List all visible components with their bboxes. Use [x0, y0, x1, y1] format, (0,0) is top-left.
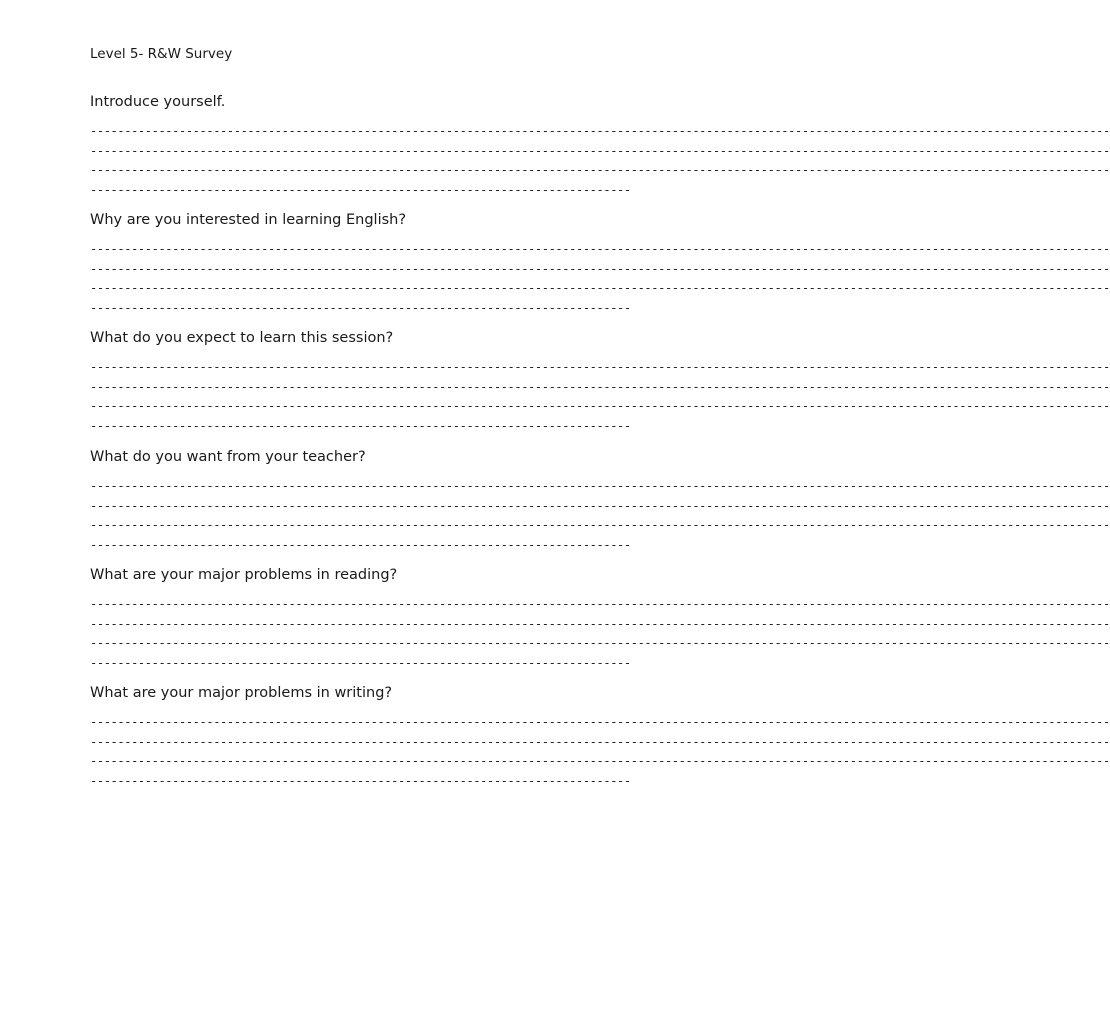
answer-lines [90, 358, 1110, 437]
answer-line: ----------------------------------------------------------------------------------------------------------------------------------------------------- [90, 281, 1110, 296]
answer-line: ------------------------------------------------------------------------------- [90, 538, 631, 553]
answer-line: ------------------------------------------------------------------------------- [90, 774, 631, 789]
question-text: What do you expect to learn this session? [90, 330, 394, 346]
answer-line: ------------------------------------------------------------------------------- [90, 301, 631, 316]
answer-line: ----------------------------------------------------------------------------------------------------------------------------------------------------- [90, 754, 1110, 769]
answer-line: ----------------------------------------------------------------------------------------------------------------------------------------------------- [90, 734, 1110, 749]
answer-line: ----------------------------------------------------------------------------------------------------------------------------------------------------- [90, 479, 1110, 493]
answer-line: ----------------------------------------------------------------------------------------------------------------------------------------------------- [90, 143, 1110, 158]
question-section-4 [90, 448, 1110, 556]
question-section-6 [90, 684, 1110, 792]
answer-line: ----------------------------------------------------------------------------------------------------------------------------------------------------- [90, 498, 1110, 513]
answer-line: ----------------------------------------------------------------------------------------------------------------------------------------------------- [90, 124, 1110, 138]
answer-lines [90, 713, 1110, 792]
answer-lines [90, 240, 1110, 319]
question-section-5 [90, 566, 1110, 674]
answer-line: ------------------------------------------------------------------------------- [90, 656, 631, 671]
answer-line: ----------------------------------------------------------------------------------------------------------------------------------------------------- [90, 715, 1110, 729]
question-section-2 [90, 211, 1110, 319]
question-text: What are your major problems in reading? [90, 567, 398, 583]
answer-line: ------------------------------------------------------------------------------- [90, 419, 631, 434]
answer-lines [90, 595, 1110, 674]
question-text: What are your major problems in writing? [90, 685, 393, 701]
question-text: Why are you interested in learning English? [90, 212, 407, 228]
answer-lines [90, 122, 1110, 201]
answer-line: ----------------------------------------------------------------------------------------------------------------------------------------------------- [90, 360, 1110, 374]
question-text: What do you want from your teacher? [90, 449, 366, 465]
answer-line: ----------------------------------------------------------------------------------------------------------------------------------------------------- [90, 616, 1110, 631]
question-section-3 [90, 329, 1110, 437]
document-title: Level 5- R&W Survey [90, 46, 233, 62]
question-text: Introduce yourself. [90, 94, 226, 110]
answer-line: ----------------------------------------------------------------------------------------------------------------------------------------------------- [90, 163, 1110, 178]
answer-line: ----------------------------------------------------------------------------------------------------------------------------------------------------- [90, 379, 1110, 394]
answer-line: ----------------------------------------------------------------------------------------------------------------------------------------------------- [90, 636, 1110, 651]
answer-line: ----------------------------------------------------------------------------------------------------------------------------------------------------- [90, 597, 1110, 611]
question-section-1 [90, 93, 1110, 201]
answer-lines [90, 477, 1110, 556]
answer-line: ----------------------------------------------------------------------------------------------------------------------------------------------------- [90, 399, 1110, 414]
answer-line: ----------------------------------------------------------------------------------------------------------------------------------------------------- [90, 261, 1110, 276]
answer-line: ----------------------------------------------------------------------------------------------------------------------------------------------------- [90, 518, 1110, 533]
answer-line: ------------------------------------------------------------------------------- [90, 183, 631, 198]
answer-line: ----------------------------------------------------------------------------------------------------------------------------------------------------- [90, 242, 1110, 256]
